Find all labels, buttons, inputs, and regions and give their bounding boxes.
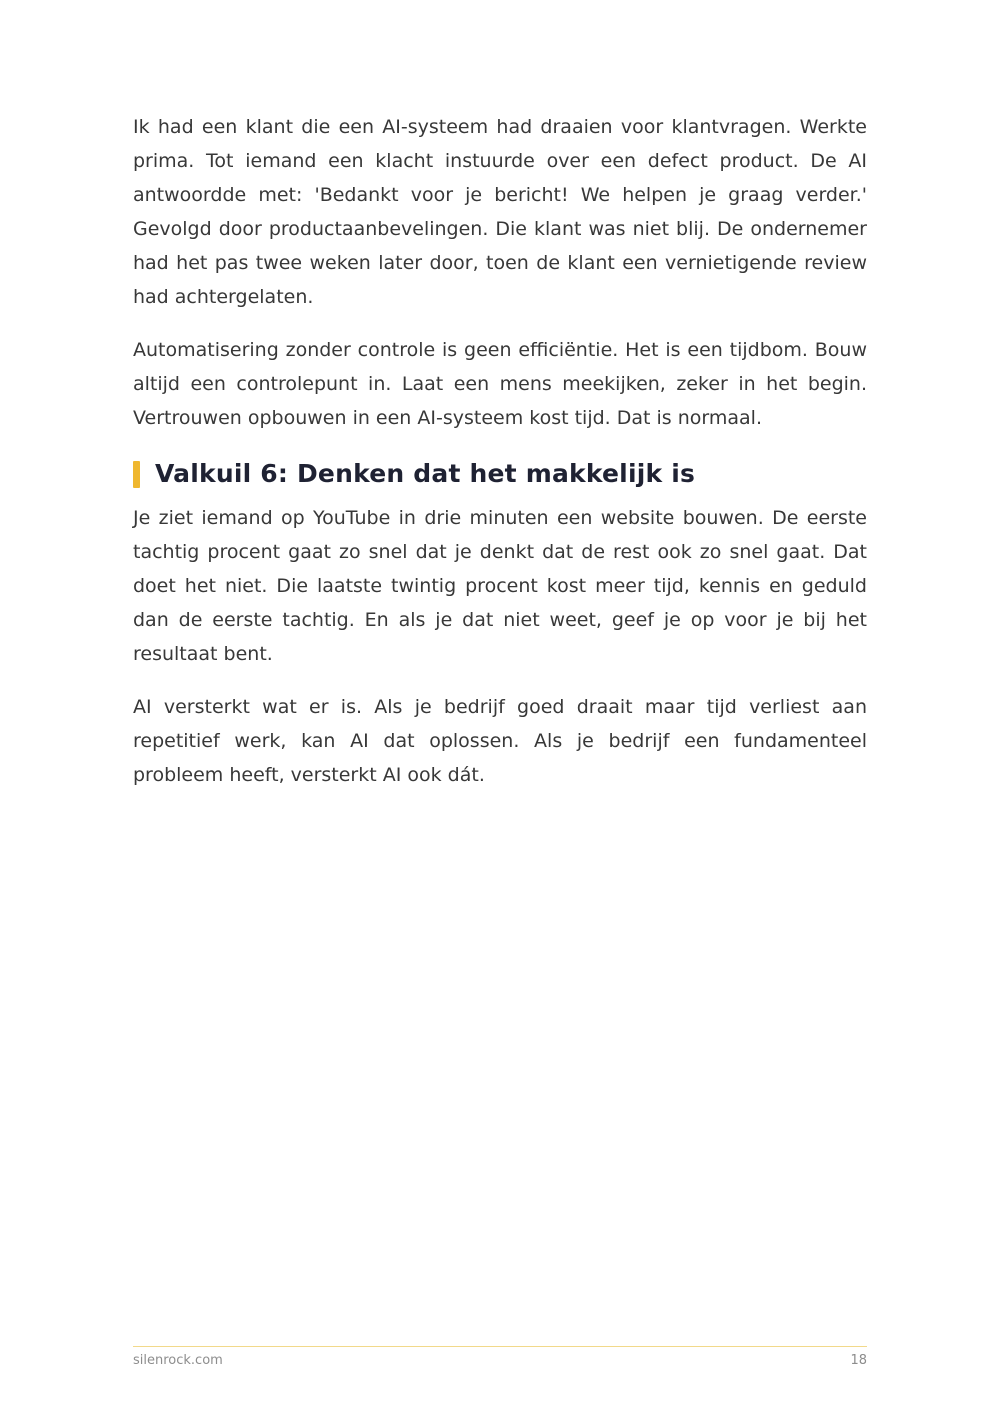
paragraph-intro-2: Automatisering zonder controle is geen efficiëntie. Het is een tijdbom. Bouw altijd een controlepunt in. Laat een mens meekijken, zeker in het begin. Vertrouwen opbouwen in een AI-systeem kost tijd. Dat is normaal. bbox=[133, 339, 867, 429]
section-heading bbox=[133, 456, 867, 492]
section-heading-text: Valkuil 6: Denken dat het makkelijk is bbox=[155, 459, 696, 488]
footer-page-number: 18 bbox=[850, 1353, 867, 1368]
paragraph-intro-1: Ik had een klant die een AI-systeem had draaien voor klantvragen. Werkte prima. Tot iemand een klacht instuurde over een defect product. De AI antwoordde met: 'Bedankt voor je bericht! We helpen je graag verder.' Gevolgd door productaanbevelingen. Die klant was niet blij. De ondernemer had het pas twee weken later door, toen de klant een vernietigende review had achtergelaten. bbox=[133, 116, 867, 308]
paragraph-section-1: Je ziet iemand op YouTube in drie minuten een website bouwen. De eerste tachtig procent gaat zo snel dat je denkt dat de rest ook zo snel gaat. Dat doet het niet. Die laatste twintig procent kost meer tijd, kennis en geduld dan de eerste tachtig. En als je dat niet weet, geef je op voor je bij het resultaat bent. bbox=[133, 507, 867, 665]
page-footer bbox=[133, 1346, 867, 1369]
heading-accent-bar-icon bbox=[133, 461, 140, 488]
page-content bbox=[133, 0, 867, 811]
footer-site-url: silenrock.com bbox=[133, 1353, 223, 1368]
paragraph-section-2: AI versterkt wat er is. Als je bedrijf goed draait maar tijd verliest aan repetitief werk, kan AI dat oplossen. Als je bedrijf een fundamenteel probleem heeft, versterkt AI ook dát. bbox=[133, 696, 867, 786]
